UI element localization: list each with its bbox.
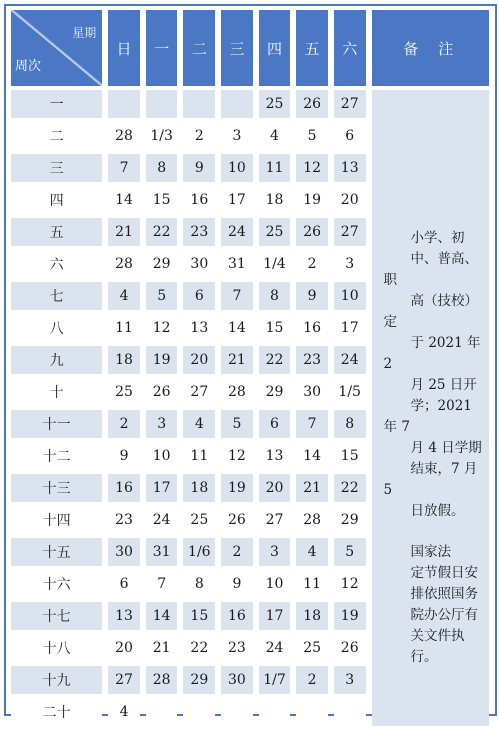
week-number-cell: 九: [11, 346, 102, 374]
date-cell: 12: [146, 314, 178, 342]
notes-cell: [372, 90, 489, 726]
header-day-thu: 四: [259, 10, 291, 86]
date-cell: 15: [334, 442, 366, 470]
date-cell: 19: [221, 474, 253, 502]
week-number-cell: 十二: [11, 442, 102, 470]
date-cell: 1/5: [334, 378, 366, 406]
date-cell: 2: [183, 122, 215, 150]
date-cell: 18: [259, 186, 291, 214]
note-line: 院办公厅有: [410, 607, 479, 623]
note-line: 小学、初: [410, 230, 465, 246]
date-cell: 26: [221, 506, 253, 534]
date-cell: 11: [296, 570, 328, 598]
date-cell: 27: [259, 506, 291, 534]
date-cell: 10: [146, 442, 178, 470]
date-cell: 28: [221, 378, 253, 406]
date-cell: 11: [259, 154, 291, 182]
week-number-cell: 三: [11, 154, 102, 182]
date-cell: 6: [183, 282, 215, 310]
note-line: 排依照国务: [410, 586, 479, 602]
date-cell: 15: [183, 602, 215, 630]
header-day-fri: 五: [296, 10, 328, 86]
date-cell: 12: [221, 442, 253, 470]
date-cell: 25: [259, 218, 291, 246]
date-cell: 28: [146, 666, 178, 694]
date-cell: 8: [146, 154, 178, 182]
date-cell: 30: [296, 378, 328, 406]
date-cell: 7: [146, 570, 178, 598]
date-cell: [108, 90, 140, 118]
date-cell: 25: [183, 506, 215, 534]
date-cell: 9: [108, 442, 140, 470]
date-cell: 20: [334, 186, 366, 214]
date-cell: 2: [296, 666, 328, 694]
date-cell: 28: [108, 122, 140, 150]
note-line: 行。: [410, 649, 438, 665]
corner-header: [11, 10, 102, 86]
week-number-cell: 四: [11, 186, 102, 214]
date-cell: 20: [259, 474, 291, 502]
week-number-cell: 十七: [11, 602, 102, 630]
date-cell: 29: [146, 250, 178, 278]
date-cell: 4: [183, 410, 215, 438]
table-row: [11, 90, 489, 118]
header-day-sat: 六: [334, 10, 366, 86]
date-cell: 27: [334, 90, 366, 118]
date-cell: [146, 698, 178, 726]
corner-week-label: 周次: [15, 59, 42, 74]
date-cell: 26: [146, 378, 178, 406]
header-day-tue: 二: [183, 10, 215, 86]
date-cell: 16: [183, 186, 215, 214]
date-cell: 14: [108, 186, 140, 214]
date-cell: 8: [183, 570, 215, 598]
note-line: 月 25 日开: [410, 377, 477, 393]
date-cell: 7: [296, 410, 328, 438]
date-cell: 26: [296, 90, 328, 118]
date-cell: 22: [146, 218, 178, 246]
note-line: 中、普高、职: [383, 251, 479, 288]
note-line: 高（技校）定: [383, 293, 479, 330]
note-line: 定节假日安: [410, 565, 479, 581]
week-number-cell: 十三: [11, 474, 102, 502]
date-cell: [221, 698, 253, 726]
date-cell: [183, 698, 215, 726]
date-cell: 23: [296, 346, 328, 374]
date-cell: 13: [108, 602, 140, 630]
week-number-cell: 一: [11, 90, 102, 118]
note-line: 关文件执: [410, 628, 465, 644]
header-notes: 备注: [372, 10, 489, 86]
note-paragraph: [384, 542, 483, 668]
date-cell: 10: [221, 154, 253, 182]
date-cell: 9: [183, 154, 215, 182]
corner-weekday-label: 星期: [72, 26, 97, 40]
date-cell: 8: [259, 282, 291, 310]
week-number-cell: 二十: [11, 698, 102, 726]
date-cell: 27: [108, 666, 140, 694]
week-number-cell: 八: [11, 314, 102, 342]
note-line: 于 2021 年 2: [383, 335, 481, 372]
date-cell: 20: [183, 346, 215, 374]
date-cell: 20: [108, 634, 140, 662]
date-cell: 3: [146, 410, 178, 438]
week-number-cell: 十九: [11, 666, 102, 694]
week-number-cell: 十四: [11, 506, 102, 534]
date-cell: 14: [146, 602, 178, 630]
date-cell: 2: [221, 538, 253, 566]
week-number-cell: 五: [11, 218, 102, 246]
date-cell: 17: [221, 186, 253, 214]
date-cell: 5: [296, 122, 328, 150]
date-cell: 18: [183, 474, 215, 502]
date-cell: 24: [259, 634, 291, 662]
date-cell: 28: [296, 506, 328, 534]
date-cell: 29: [183, 666, 215, 694]
week-number-cell: 十一: [11, 410, 102, 438]
note-paragraph: [384, 228, 483, 522]
date-cell: [334, 698, 366, 726]
date-cell: 14: [296, 442, 328, 470]
week-number-cell: 六: [11, 250, 102, 278]
date-cell: 7: [108, 154, 140, 182]
date-cell: 9: [296, 282, 328, 310]
header-row: [11, 10, 489, 86]
date-cell: 13: [334, 154, 366, 182]
date-cell: 5: [334, 538, 366, 566]
date-cell: 21: [221, 346, 253, 374]
calendar-body: [11, 90, 489, 726]
date-cell: 29: [259, 378, 291, 406]
date-cell: [296, 698, 328, 726]
date-cell: 23: [221, 634, 253, 662]
date-cell: 4: [108, 282, 140, 310]
week-number-cell: 十: [11, 378, 102, 406]
date-cell: 3: [221, 122, 253, 150]
date-cell: [183, 90, 215, 118]
week-number-cell: 十八: [11, 634, 102, 662]
date-cell: 2: [296, 250, 328, 278]
date-cell: 29: [334, 506, 366, 534]
date-cell: 23: [108, 506, 140, 534]
date-cell: 23: [183, 218, 215, 246]
date-cell: 1/6: [183, 538, 215, 566]
date-cell: 17: [146, 474, 178, 502]
date-cell: 30: [183, 250, 215, 278]
date-cell: 4: [296, 538, 328, 566]
week-number-cell: 十六: [11, 570, 102, 598]
date-cell: [259, 698, 291, 726]
date-cell: 27: [183, 378, 215, 406]
date-cell: 10: [259, 570, 291, 598]
date-cell: 5: [146, 282, 178, 310]
date-cell: 6: [259, 410, 291, 438]
date-cell: 1/4: [259, 250, 291, 278]
date-cell: 10: [334, 282, 366, 310]
date-cell: 18: [108, 346, 140, 374]
date-cell: 25: [296, 634, 328, 662]
date-cell: 8: [334, 410, 366, 438]
date-cell: 28: [108, 250, 140, 278]
note-line: 结束，7 月 5: [383, 461, 478, 498]
date-cell: 24: [221, 218, 253, 246]
calendar-table: [5, 6, 495, 730]
date-cell: 30: [221, 666, 253, 694]
date-cell: 24: [146, 506, 178, 534]
date-cell: 6: [334, 122, 366, 150]
week-number-cell: 二: [11, 122, 102, 150]
date-cell: 9: [221, 570, 253, 598]
date-cell: 11: [183, 442, 215, 470]
date-cell: 19: [296, 186, 328, 214]
date-cell: 21: [296, 474, 328, 502]
date-cell: 15: [259, 314, 291, 342]
header-day-sun: 日: [108, 10, 140, 86]
date-cell: 3: [334, 666, 366, 694]
date-cell: 4: [259, 122, 291, 150]
note-line: 月 4 日学期: [410, 440, 482, 456]
date-cell: 5: [221, 410, 253, 438]
date-cell: 22: [334, 474, 366, 502]
date-cell: 2: [108, 410, 140, 438]
date-cell: 19: [146, 346, 178, 374]
header-day-mon: 一: [146, 10, 178, 86]
week-number-cell: 七: [11, 282, 102, 310]
date-cell: 15: [146, 186, 178, 214]
date-cell: 1/3: [146, 122, 178, 150]
date-cell: 18: [296, 602, 328, 630]
date-cell: 21: [108, 218, 140, 246]
date-cell: [146, 90, 178, 118]
date-cell: 31: [146, 538, 178, 566]
date-cell: 3: [259, 538, 291, 566]
date-cell: 12: [296, 154, 328, 182]
date-cell: 22: [259, 346, 291, 374]
date-cell: [221, 90, 253, 118]
date-cell: 19: [334, 602, 366, 630]
date-cell: 4: [108, 698, 140, 726]
date-cell: 12: [334, 570, 366, 598]
date-cell: 11: [108, 314, 140, 342]
date-cell: 13: [259, 442, 291, 470]
date-cell: 14: [221, 314, 253, 342]
date-cell: 25: [259, 90, 291, 118]
date-cell: 30: [108, 538, 140, 566]
date-cell: 16: [221, 602, 253, 630]
date-cell: 16: [108, 474, 140, 502]
date-cell: 31: [221, 250, 253, 278]
date-cell: 26: [334, 634, 366, 662]
note-line: 学；2021 年 7: [383, 398, 472, 435]
date-cell: 27: [334, 218, 366, 246]
date-cell: 7: [221, 282, 253, 310]
date-cell: 3: [334, 250, 366, 278]
school-calendar-sheet: [4, 4, 497, 721]
date-cell: 25: [108, 378, 140, 406]
date-cell: 1/7: [259, 666, 291, 694]
date-cell: 13: [183, 314, 215, 342]
date-cell: 17: [334, 314, 366, 342]
date-cell: 26: [296, 218, 328, 246]
date-cell: 22: [183, 634, 215, 662]
date-cell: 24: [334, 346, 366, 374]
date-cell: 21: [146, 634, 178, 662]
date-cell: 6: [108, 570, 140, 598]
week-number-cell: 十五: [11, 538, 102, 566]
date-cell: 17: [259, 602, 291, 630]
header-day-wed: 三: [221, 10, 253, 86]
date-cell: 16: [296, 314, 328, 342]
note-line: 日放假。: [410, 503, 465, 519]
note-line: 国家法: [410, 544, 452, 560]
